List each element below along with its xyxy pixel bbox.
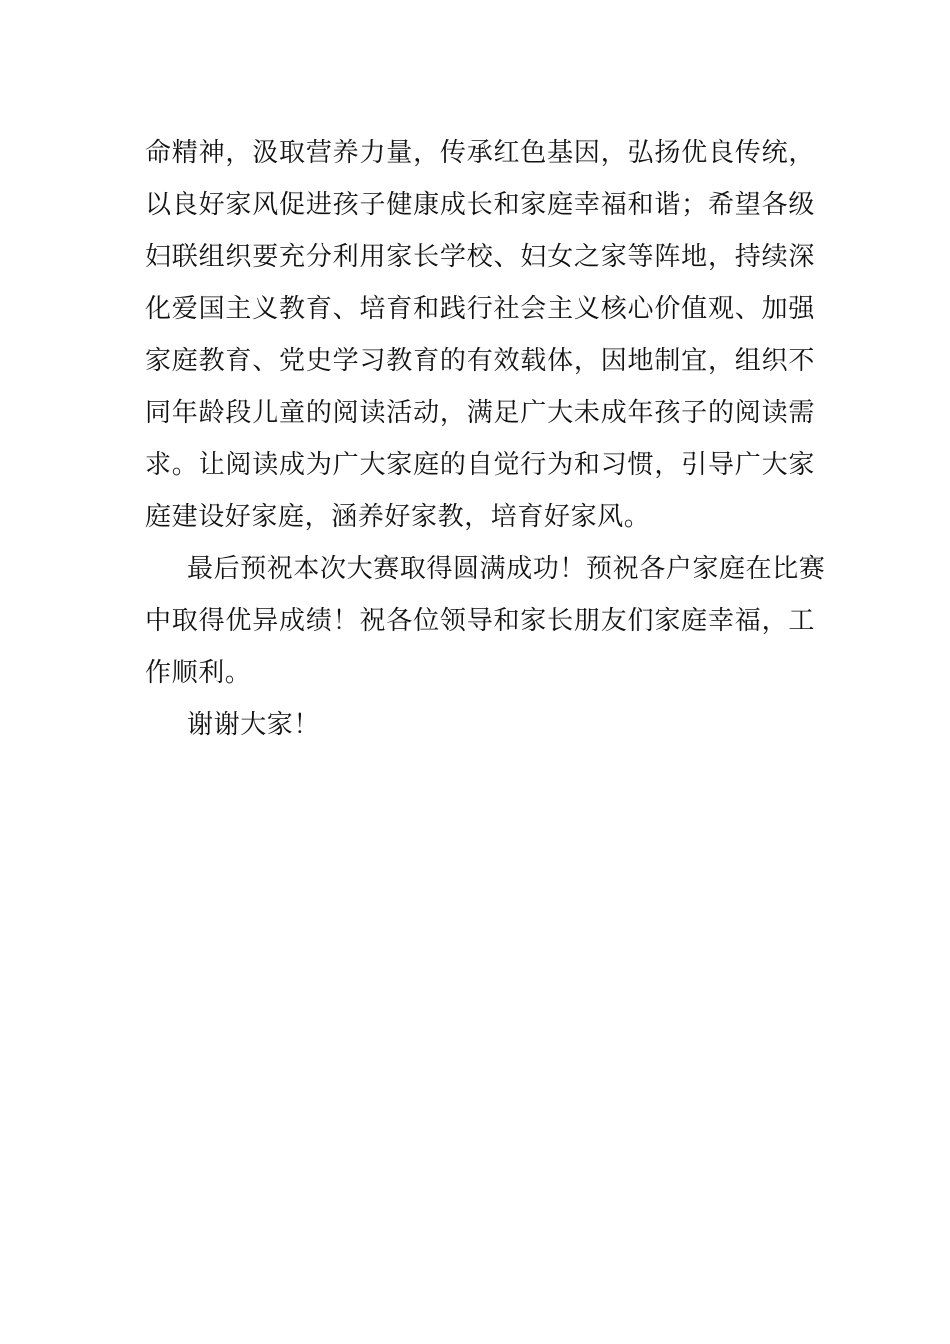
paragraph-1 xyxy=(145,127,815,543)
paragraph-line: 命精神，汲取营养力量，传承红色基因，弘扬优良传统， xyxy=(145,138,815,168)
paragraph-line: 庭建设好家庭，涵养好家教，培育好家风。 xyxy=(145,502,651,532)
paragraph-line: 妇联组织要充分利用家长学校、妇女之家等阵地，持续深 xyxy=(145,242,815,272)
paragraph-line: 求。让阅读成为广大家庭的自觉行为和习惯，引导广大家 xyxy=(145,450,815,480)
paragraph-line: 以良好家风促进孩子健康成长和家庭幸福和谐；希望各级 xyxy=(145,190,815,220)
paragraph-line: 家庭教育、党史学习教育的有效载体，因地制宜，组织不 xyxy=(145,346,815,376)
document-body xyxy=(145,127,826,751)
paragraph-line: 同年龄段儿童的阅读活动，满足广大未成年孩子的阅读需 xyxy=(145,398,815,428)
paragraph-3 xyxy=(145,699,815,751)
paragraph-line: 化爱国主义教育、培育和践行社会主义核心价值观、加强 xyxy=(145,294,815,324)
paragraph-2 xyxy=(145,543,826,699)
paragraph-line: 作顺利。 xyxy=(145,658,252,688)
paragraph-line: 最后预祝本次大赛取得圆满成功！预祝各户家庭在比赛 xyxy=(187,554,826,584)
paragraph-line: 中取得优异成绩！祝各位领导和家长朋友们家庭幸福，工 xyxy=(145,606,815,636)
closing-line: 谢谢大家！ xyxy=(187,710,321,740)
